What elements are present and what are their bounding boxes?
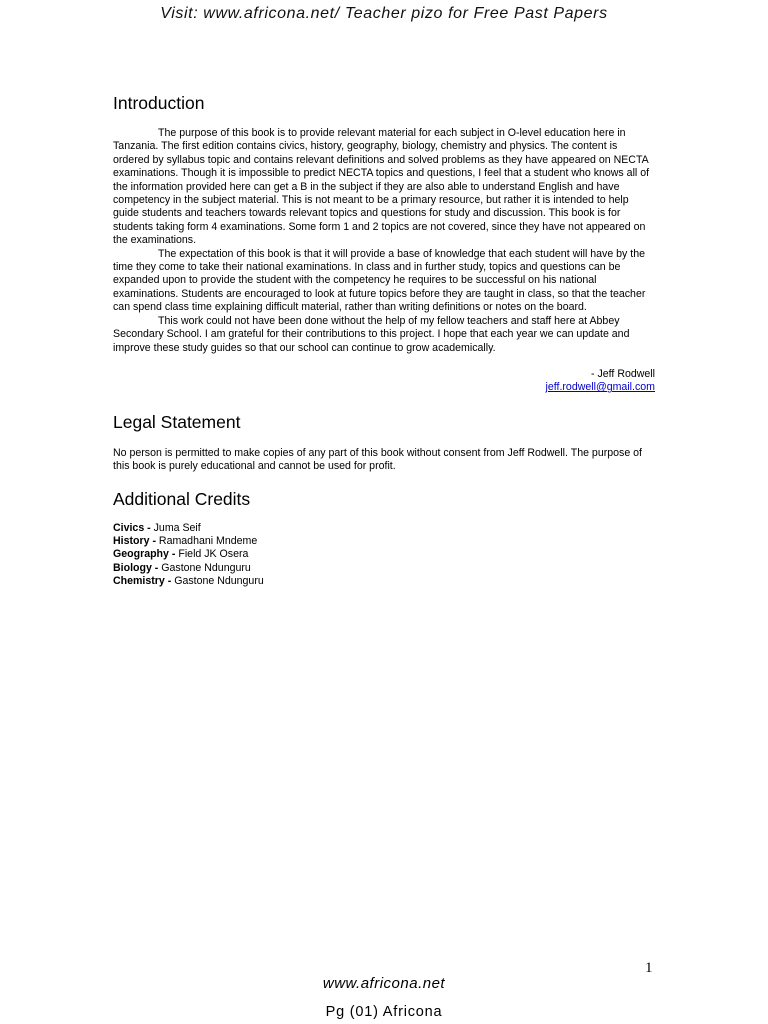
credit-name: Gastone Ndunguru (158, 561, 251, 574)
credits-list (113, 522, 655, 589)
credit-name: Gastone Ndunguru (171, 575, 264, 588)
additional-credits-heading: Additional Credits (113, 488, 251, 509)
author-signature: - Jeff Rodwell (591, 367, 655, 380)
credit-item (113, 562, 655, 575)
page-header: Visit: www.africona.net/ Teacher pizo for Free Past Papers (160, 5, 608, 22)
credit-subject: History - (113, 534, 156, 547)
credit-item (113, 535, 655, 548)
page-number: 1 (645, 960, 653, 976)
intro-paragraph-2: The expectation of this book is that it will provide a base of knowledge that each student will have by the time they come to take their national examinations. In class and in further study, topics and questions can be expanded upon to provide the student with the competency he requires to be successful on his national examinations. Students are encouraged to look at future topics before they are taught in class, so that the teacher can spend class time explaining difficult material, rather than writing definitions or notes on the board. (113, 247, 646, 314)
credit-name: Juma Seif (150, 521, 201, 534)
credit-subject: Chemistry - (113, 575, 172, 588)
credit-subject: Geography - (113, 548, 176, 561)
legal-statement-heading: Legal Statement (113, 411, 241, 432)
footer-page-label: Pg (01) Africona (325, 1004, 443, 1020)
signature-block (113, 368, 655, 395)
credit-item (113, 548, 655, 561)
author-email-link[interactable]: jeff.rodwell@gmail.com (545, 381, 655, 394)
introduction-heading: Introduction (113, 93, 205, 113)
credit-subject: Civics - (113, 521, 151, 534)
footer-url: www.africona.net (322, 975, 446, 992)
credit-subject: Biology - (113, 561, 159, 574)
legal-statement-text: No person is permitted to make copies of any part of this book without consent from Jeff Rodwell. The purpose of this book is purely educational and cannot be used for profit. (113, 446, 642, 473)
credit-name: Ramadhani Mndeme (155, 534, 258, 547)
intro-paragraph-3: This work could not have been done without the help of my fellow teachers and staff here at Abbey Secondary School. I am grateful for their contributions to this project. I hope that each year we can update and improve these study guides so that our school can continue to grow academically. (113, 314, 630, 354)
credit-name: Field JK Osera (175, 548, 249, 561)
intro-paragraph-1: The purpose of this book is to provide relevant material for each subject in O-level education here in Tanzania. The first edition contains civics, history, geography, biology, chemistry and physics. The content is ordered by syllabus topic and contains relevant definitions and solved problems as they have appeared on NECTA examinations. Though it is impossible to predict NECTA topics and questions, I feel that a student who knows all of the information provided here can get a B in the subject if they are also able to understand English and have competency in the subject material. This is not meant to be a primary resource, but rather it is intended to help guide students and teachers towards relevant topics and questions for study and discussion. This book is for students taking form 4 examinations. Some form 1 and 2 topics are not covered, since they have not appeared on the examinations. (113, 127, 650, 247)
credit-item (113, 575, 655, 588)
document-body (113, 92, 655, 589)
credit-item (113, 522, 655, 535)
